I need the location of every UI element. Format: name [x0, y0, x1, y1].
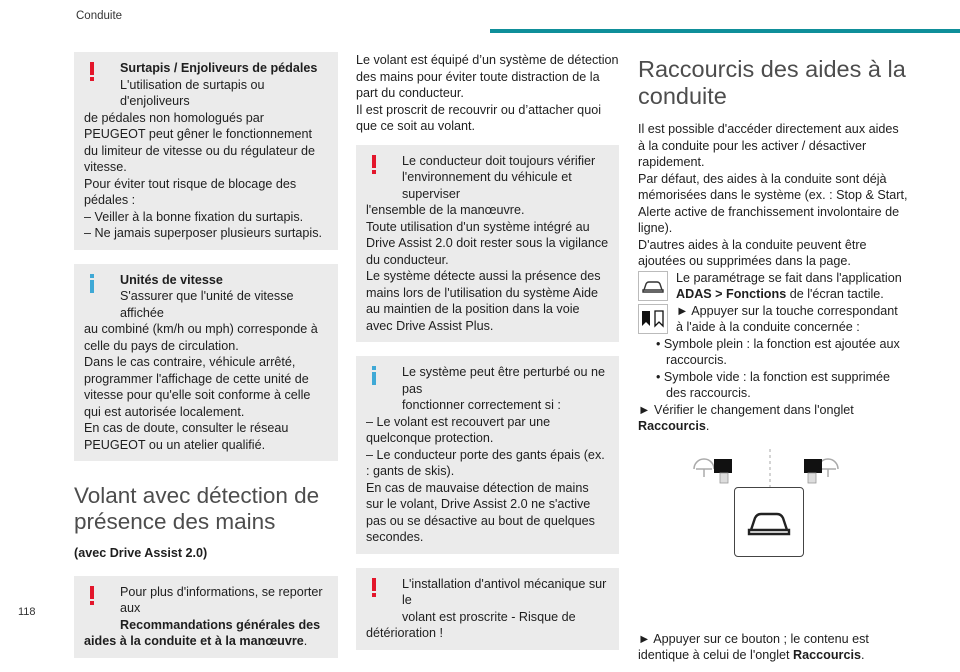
- step-text: ► Vérifier le changement dans l'onglet: [638, 402, 854, 417]
- header-accent-bar: [490, 29, 960, 33]
- step-text: ► Appuyer sur la touche correspondant: [676, 303, 898, 318]
- warning-text-line: L'utilisation de surtapis ou d'enjoliveurs: [120, 77, 265, 108]
- info-text: Dans le cas contraire, véhicule arrêté, programmer l'affichage de cette unité de vitesse pour qu'elle soit conforme à celle qui est autorisée localement.: [84, 355, 311, 419]
- warning-box-pedals: [74, 52, 338, 250]
- info-text: au combiné (km/h ou mph) corresponde à celle du pays de circulation.: [84, 322, 318, 353]
- info-text-line: S'assurer que l'unité de vitesse affichée: [120, 289, 294, 320]
- info-text-line: Le système peut être perturbé ou ne pas: [402, 365, 606, 396]
- info-text-line: fonctionner correctement si :: [402, 398, 561, 412]
- warning-text-line: Pour plus d'informations, se reporter aux: [120, 584, 323, 615]
- step-text: Le paramétrage se fait dans l'application: [676, 270, 902, 285]
- info-text: En cas de doute, consulter le réseau PEUGEOT ou un atelier qualifié.: [84, 421, 289, 452]
- warning-title: Surtapis / Enjoliveurs de pédales: [120, 61, 318, 75]
- steering-wheel-icon: [638, 443, 908, 493]
- warning-box-antitheft: [356, 568, 619, 650]
- warning-text: l'ensemble de la manœuvre.: [366, 203, 525, 217]
- paragraph: Il est proscrit de recouvrir ou d’attacher quoi que ce soit au volant.: [356, 102, 601, 133]
- warning-text: de pédales non homologués par PEUGEOT peut gêner le fonctionnement du limiteur de vitesse ou du régulateur de vitesse.: [84, 110, 316, 174]
- page-number: 118: [18, 606, 36, 618]
- paragraph: Il est possible d'accéder directement aux aides à la conduite pour les activer / désactiver rapidement.: [638, 122, 899, 169]
- step-settings: [638, 270, 908, 303]
- adas-shortcut-button[interactable]: [734, 487, 804, 557]
- punctuation: .: [303, 634, 308, 648]
- warning-icon: [370, 578, 378, 598]
- info-icon: [88, 274, 96, 294]
- step-text: à l'aide à la conduite concernée :: [676, 320, 860, 334]
- step-press-key: [638, 303, 908, 336]
- info-box-disturbance: [356, 356, 619, 554]
- column-3: [638, 56, 908, 664]
- hand-icon: [720, 473, 728, 483]
- warning-text: Le système détecte aussi la présence des mains lors de l'utilisation du système Aide au maintien de la position dans la voie avec Drive Assist Plus.: [366, 269, 601, 333]
- paragraph: Par défaut, des aides à la conduite sont déjà mémorisées dans le système (ex. : Stop & Start, Alerte active de franchissement involontaire de ligne).: [638, 171, 908, 235]
- warning-text: Toute utilisation d'un système intégré au Drive Assist 2.0 doit rester sous la vigilance du conducteur.: [366, 219, 609, 267]
- warning-text: détérioration !: [366, 626, 444, 640]
- warning-text-line: Le conducteur doit toujours vérifier: [402, 153, 596, 168]
- section-subheading: (avec Drive Assist 2.0): [74, 546, 208, 560]
- warning-box-driver: [356, 145, 619, 343]
- step-menu-path: ADAS > Fonctions: [676, 287, 787, 301]
- tab-name: Raccourcis: [793, 648, 861, 662]
- step-text: de l'écran tactile.: [786, 287, 884, 301]
- header-section-title: Conduite: [76, 10, 123, 22]
- warning-text-line: Recommandations générales des: [120, 617, 321, 632]
- list-item: – Veiller à la bonne fixation du surtapis.: [84, 209, 304, 224]
- punctuation: .: [705, 419, 710, 433]
- info-title: Unités de vitesse: [120, 272, 223, 287]
- info-text: En cas de mauvaise détection de mains sur le volant, Drive Assist 2.0 ne s'active pas ou se désactive au bout de quelques secondes.: [366, 480, 595, 544]
- warning-risk-text: Pour éviter tout risque de blocage des pédales :: [84, 176, 297, 207]
- shortcuts-illustration: [638, 435, 908, 631]
- warning-icon: [370, 155, 378, 175]
- list-item: – Le volant est recouvert par une quelconque protection.: [366, 414, 551, 445]
- column-1: [74, 52, 338, 672]
- list-item: • Symbole vide : la fonction est supprimée des raccourcis.: [656, 369, 891, 400]
- paragraph: Le volant est équipé d’un système de détection des mains pour éviter toute distraction de la part du conducteur.: [356, 53, 619, 100]
- bookmark-icon: [638, 304, 668, 334]
- list-item: – Ne jamais superposer plusieurs surtapis.: [84, 226, 322, 240]
- tab-name: Raccourcis: [638, 419, 706, 433]
- column-2: [356, 52, 619, 664]
- list-item: – Le conducteur porte des gants épais (ex. : gants de skis).: [366, 447, 605, 478]
- warning-link-text: aides à la conduite et à la manœuvre: [84, 634, 304, 648]
- section-heading-hands-detection: Volant avec détection de présence des mains: [74, 483, 320, 534]
- warning-box-recommendations: [74, 576, 338, 658]
- step-verify: [638, 402, 908, 435]
- warning-text-line: l'environnement du véhicule et superviser: [402, 170, 572, 201]
- step-press-button: [638, 631, 908, 664]
- punctuation: .: [860, 648, 865, 662]
- paragraph: D'autres aides à la conduite peuvent être ajoutées ou supprimées dans la page.: [638, 237, 867, 268]
- car-icon: [638, 271, 668, 301]
- warning-icon: [88, 586, 96, 606]
- warning-text-line: L'installation d'antivol mécanique sur le: [402, 576, 607, 607]
- info-box-speed-units: [74, 264, 338, 462]
- info-icon: [370, 366, 378, 386]
- list-item: • Symbole plein : la fonction est ajoutée aux raccourcis.: [656, 336, 900, 367]
- section-heading-shortcuts: Raccourcis des aides à la conduite: [638, 56, 906, 109]
- warning-text-line: volant est proscrite - Risque de: [402, 609, 576, 624]
- step-text: ► Appuyer sur ce bouton ; le contenu est identique à celui de l'onglet: [638, 631, 869, 662]
- warning-icon: [88, 62, 96, 82]
